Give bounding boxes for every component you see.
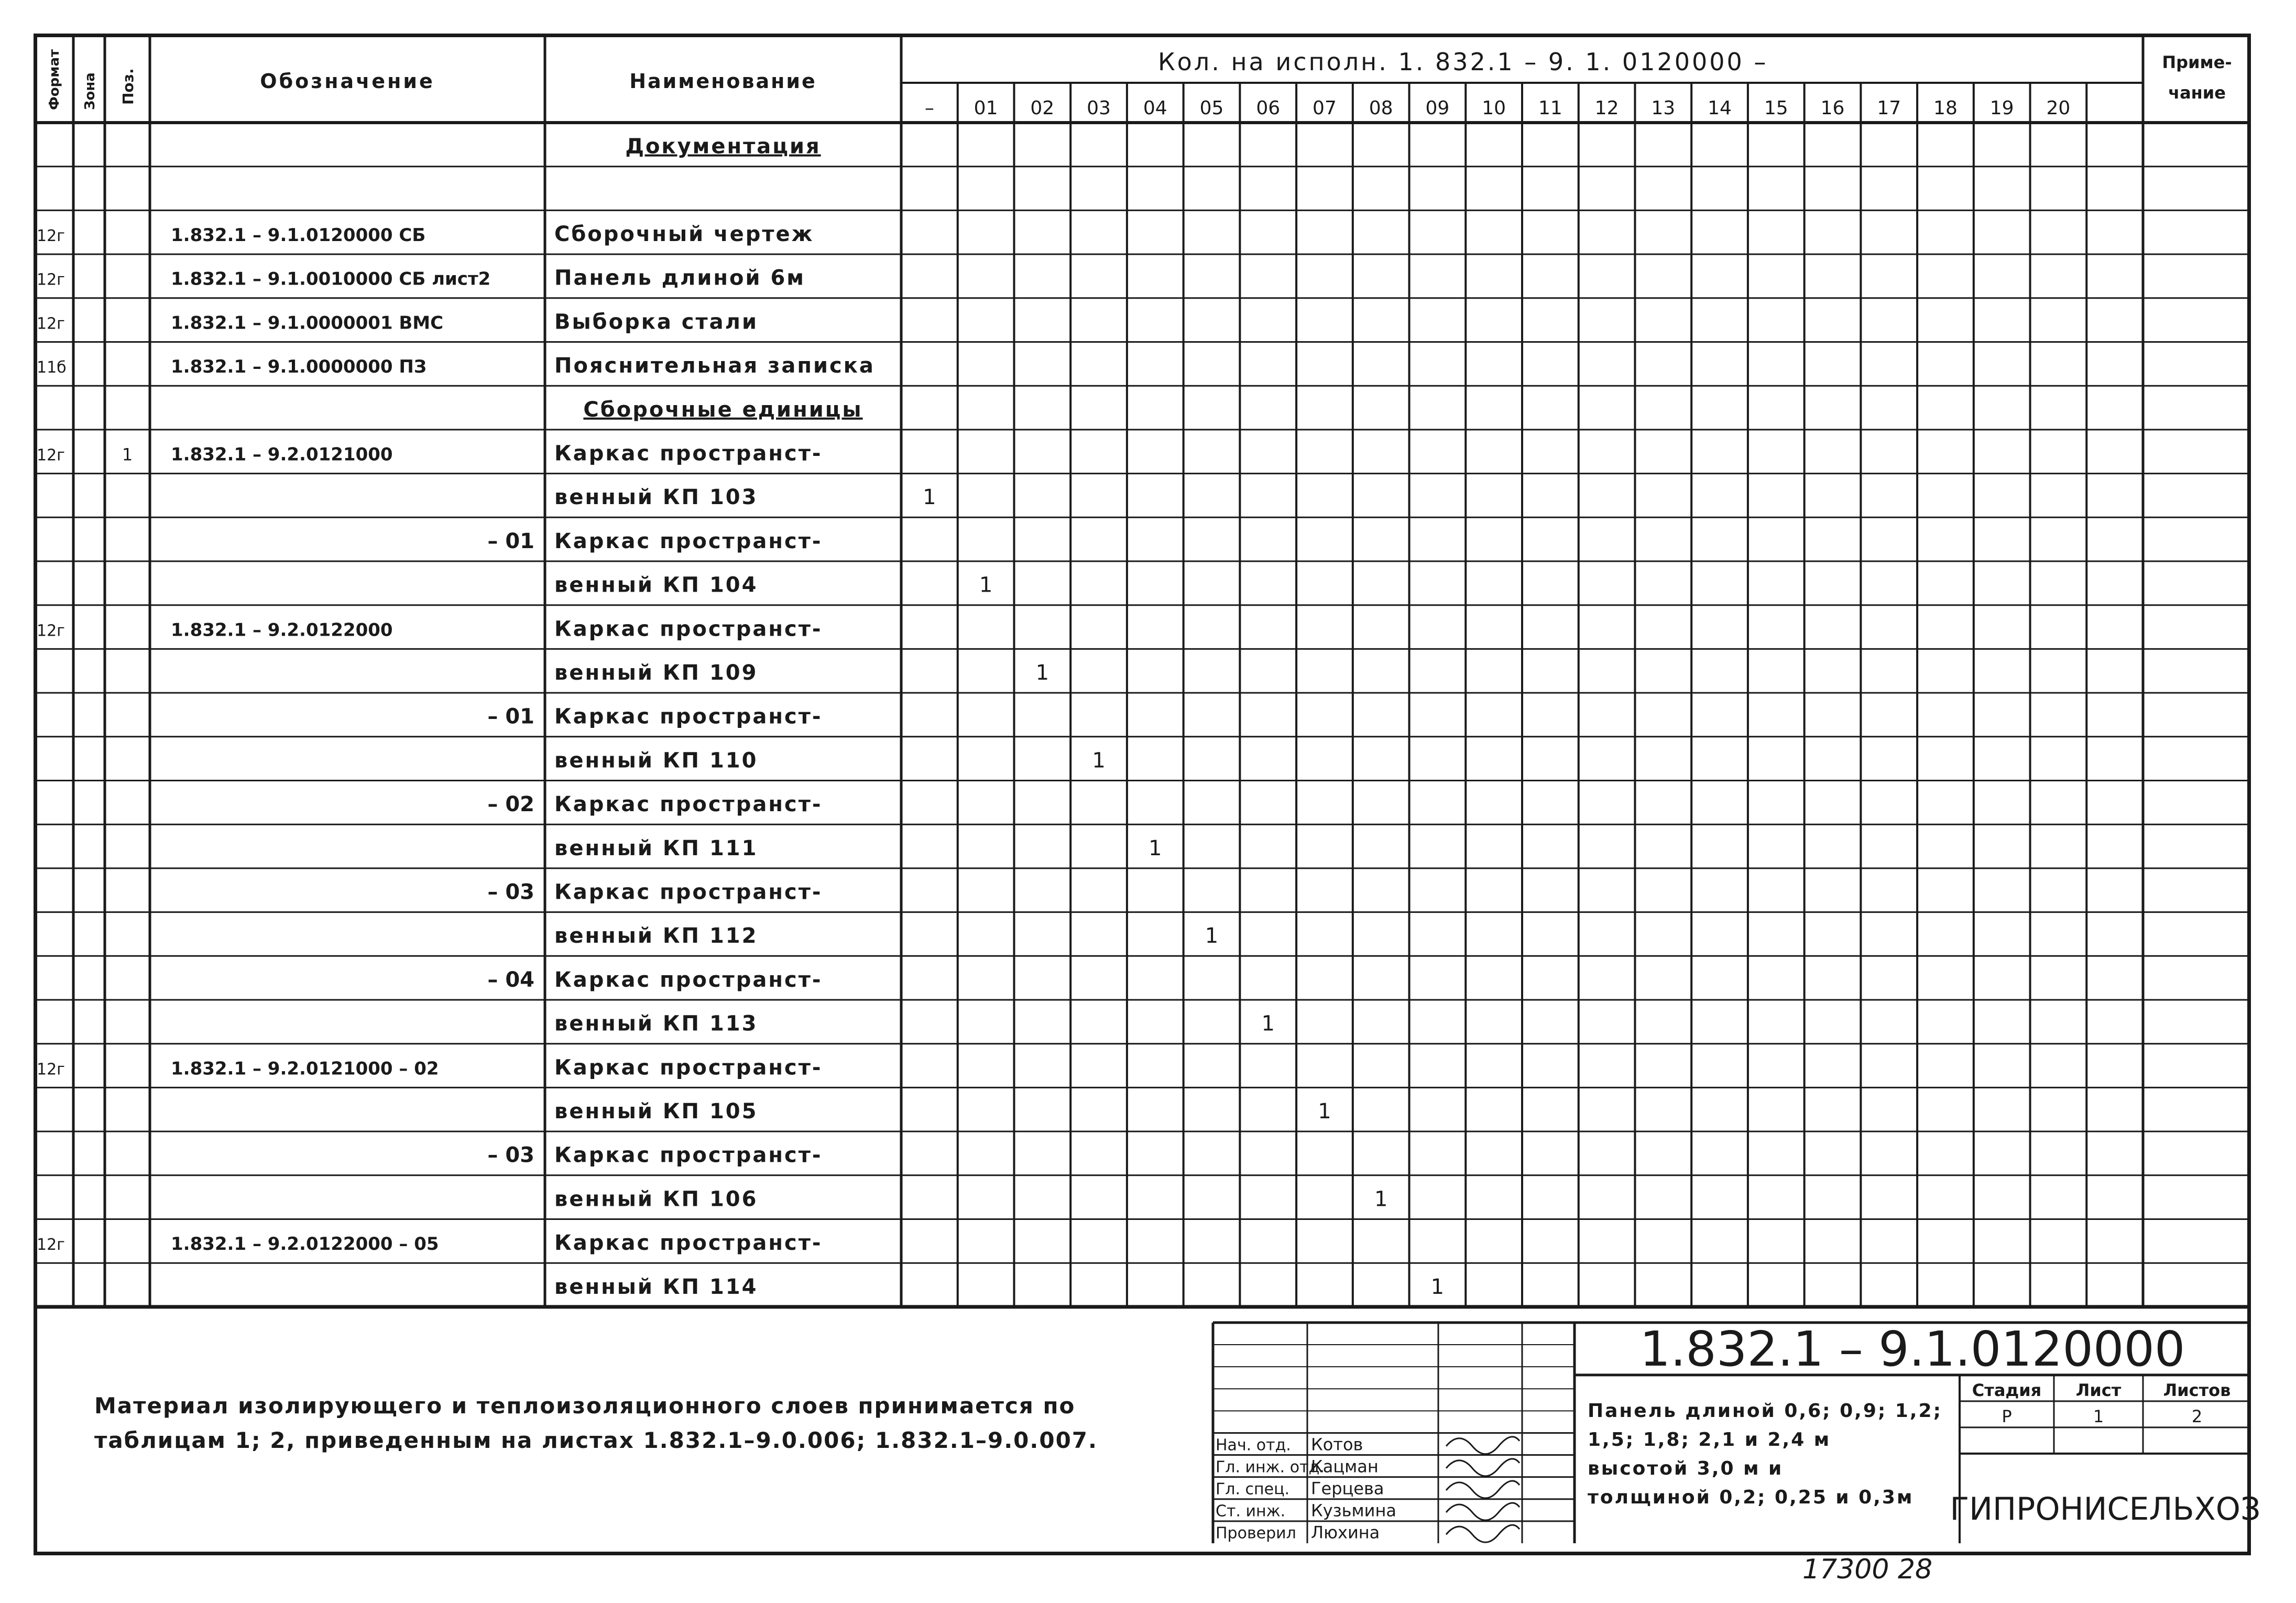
row-qty: 1 — [1261, 1011, 1275, 1036]
signature-role: Нач. отд. — [1216, 1436, 1291, 1455]
row-name: Каркас пространст- — [554, 1143, 823, 1168]
sheet-value: 1 — [2093, 1406, 2104, 1426]
row-qty: 1 — [1374, 1187, 1388, 1212]
row-format: 12г — [37, 226, 65, 245]
signature-name: Герцева — [1311, 1478, 1384, 1499]
row-designation: 1.832.1 – 9.2.0121000 — [171, 444, 393, 465]
row-name: Каркас пространст- — [554, 792, 823, 817]
stage-label: Стадия — [1972, 1380, 2042, 1400]
title-line: 1,5; 1,8; 2,1 и 2,4 м — [1588, 1428, 1831, 1451]
organization: ГИПРОНИСЕЛЬХОЗ — [1950, 1491, 2261, 1528]
row-designation: 1.832.1 – 9.1.0000001 ВМС — [171, 312, 444, 334]
header-qty-title: Кол. на исполн. 1. 832.1 – 9. 1. 0120000 – — [1158, 48, 1768, 76]
title-line: Панель длиной 0,6; 0,9; 1,2; — [1588, 1400, 1942, 1422]
variant-col-14: 14 — [1708, 97, 1732, 119]
row-designation: – 03 — [487, 1143, 534, 1168]
row-designation: – 01 — [487, 529, 534, 553]
variant-col-12: 12 — [1594, 97, 1619, 119]
variant-col-10: 10 — [1482, 97, 1506, 119]
row-pos: 1 — [122, 444, 133, 465]
row-qty: 1 — [1035, 660, 1049, 685]
variant-col-17: 17 — [1877, 97, 1901, 119]
signature-role: Проверил — [1216, 1524, 1296, 1543]
signature-scribble — [1446, 1525, 1519, 1542]
variant-col-04: 04 — [1143, 97, 1167, 119]
header-note-1: Приме- — [2162, 52, 2232, 72]
sheets-label: Листов — [2163, 1380, 2231, 1400]
row-name: венный КП 104 — [554, 573, 758, 597]
row-name: венный КП 109 — [554, 660, 758, 685]
sheet-label: Лист — [2075, 1380, 2122, 1400]
signature-name: Кацман — [1311, 1456, 1379, 1477]
variant-col-03: 03 — [1087, 97, 1111, 119]
row-qty: 1 — [1092, 748, 1106, 773]
stage-value: Р — [2002, 1406, 2012, 1426]
signature-scribble — [1446, 1459, 1519, 1476]
variant-col-02: 02 — [1030, 97, 1055, 119]
section-title: Сборочные единицы — [583, 397, 863, 422]
row-name: венный КП 113 — [554, 1011, 758, 1036]
row-name: Каркас пространст- — [554, 880, 823, 904]
variant-col-08: 08 — [1369, 97, 1393, 119]
row-designation: – 02 — [487, 792, 534, 817]
row-name: Панель длиной 6м — [554, 266, 805, 290]
variant-col-07: 07 — [1313, 97, 1337, 119]
variant-col-13: 13 — [1651, 97, 1676, 119]
signature-name: Котов — [1311, 1434, 1363, 1455]
variant-col-20: 20 — [2046, 97, 2071, 119]
row-name: венный КП 111 — [554, 836, 758, 860]
variant-col-05: 05 — [1199, 97, 1224, 119]
row-designation: 1.832.1 – 9.1.0000000 ПЗ — [171, 356, 427, 378]
variant-col-16: 16 — [1820, 97, 1845, 119]
row-name: Каркас пространст- — [554, 529, 823, 553]
row-format: 12г — [37, 446, 65, 465]
row-format: 12г — [37, 1236, 65, 1255]
signature-name: Кузьмина — [1311, 1500, 1396, 1521]
row-qty: 1 — [1205, 924, 1219, 948]
variant-col-15: 15 — [1764, 97, 1788, 119]
row-name: Каркас пространст- — [554, 1055, 823, 1080]
row-format: 12г — [37, 314, 65, 333]
variant-col-11: 11 — [1538, 97, 1562, 119]
row-name: венный КП 103 — [554, 485, 758, 510]
row-designation: 1.832.1 – 9.1.0120000 СБ — [171, 224, 426, 246]
header-pos: Поз. — [119, 68, 137, 105]
row-name: венный КП 106 — [554, 1187, 758, 1212]
variant-col-09: 09 — [1425, 97, 1450, 119]
header-zone: Зона — [82, 72, 98, 110]
row-name: Каркас пространст- — [554, 617, 823, 641]
row-designation: 1.832.1 – 9.1.0010000 СБ лист2 — [171, 268, 491, 290]
row-name: Сборочный чертеж — [554, 222, 814, 246]
signature-role: Гл. спец. — [1216, 1480, 1290, 1499]
row-name: Выборка стали — [554, 310, 758, 334]
row-designation: – 04 — [487, 967, 534, 992]
doc-number: 1.832.1 – 9.1.0120000 — [1639, 1321, 2185, 1377]
title-block — [1213, 1321, 2260, 1543]
signature-role: Гл. инж. отд. — [1216, 1458, 1325, 1477]
header-designation: Обозначение — [260, 70, 435, 93]
row-qty: 1 — [979, 573, 993, 597]
row-format: 12г — [37, 270, 65, 289]
material-note: Материал изолирующего и теплоизоляционного слоев принимается по таблицам 1; 2, приведенным на листах 1.832.1–9.0.006; 1.832.1–9.0.007. — [94, 1393, 1098, 1453]
row-qty: 1 — [923, 485, 936, 510]
signature-scribble — [1446, 1437, 1519, 1454]
signature-name: Люхина — [1311, 1522, 1380, 1543]
row-name: венный КП 110 — [554, 748, 758, 773]
row-format: 11б — [37, 358, 67, 377]
row-format: 12г — [37, 1060, 65, 1079]
row-designation: 1.832.1 – 9.2.0121000 – 02 — [171, 1058, 439, 1079]
signature-role: Ст. инж. — [1216, 1502, 1286, 1521]
header-note-2: чание — [2168, 83, 2226, 103]
row-name: венный КП 114 — [554, 1274, 758, 1299]
row-qty: 1 — [1149, 836, 1162, 860]
row-name: Каркас пространст- — [554, 704, 823, 729]
row-name: Каркас пространст- — [554, 1231, 823, 1256]
variant-col-19: 19 — [1989, 97, 2014, 119]
title-line: толщиной 0,2; 0,25 и 0,3м — [1588, 1486, 1914, 1508]
row-designation: – 01 — [487, 704, 534, 729]
row-name: Каркас пространст- — [554, 441, 823, 466]
row-name: Пояснительная записка — [554, 354, 875, 378]
signature-scribble — [1446, 1481, 1519, 1498]
variant-col-18: 18 — [1933, 97, 1958, 119]
row-name: Каркас пространст- — [554, 967, 823, 992]
variant-col-01: 01 — [974, 97, 998, 119]
sheets-value: 2 — [2191, 1406, 2203, 1426]
title-line: высотой 3,0 м и — [1588, 1457, 1784, 1479]
variant-col-–: – — [924, 97, 934, 119]
header-name: Наименование — [629, 70, 817, 93]
section-title: Документация — [625, 134, 821, 159]
signature-scribble — [1446, 1503, 1519, 1520]
row-designation: – 03 — [487, 880, 534, 904]
row-name: венный КП 105 — [554, 1099, 758, 1124]
row-designation: 1.832.1 – 9.2.0122000 — [171, 619, 393, 641]
row-designation: 1.832.1 – 9.2.0122000 – 05 — [171, 1234, 439, 1255]
row-format: 12г — [37, 621, 65, 640]
variant-col-06: 06 — [1256, 97, 1281, 119]
row-name: венный КП 112 — [554, 924, 758, 948]
table-body — [37, 135, 1444, 1299]
archive-stamp: 17300 28 — [1802, 1554, 1933, 1585]
header-format: Формат — [47, 49, 62, 110]
row-qty: 1 — [1430, 1274, 1445, 1299]
row-qty: 1 — [1318, 1099, 1331, 1124]
